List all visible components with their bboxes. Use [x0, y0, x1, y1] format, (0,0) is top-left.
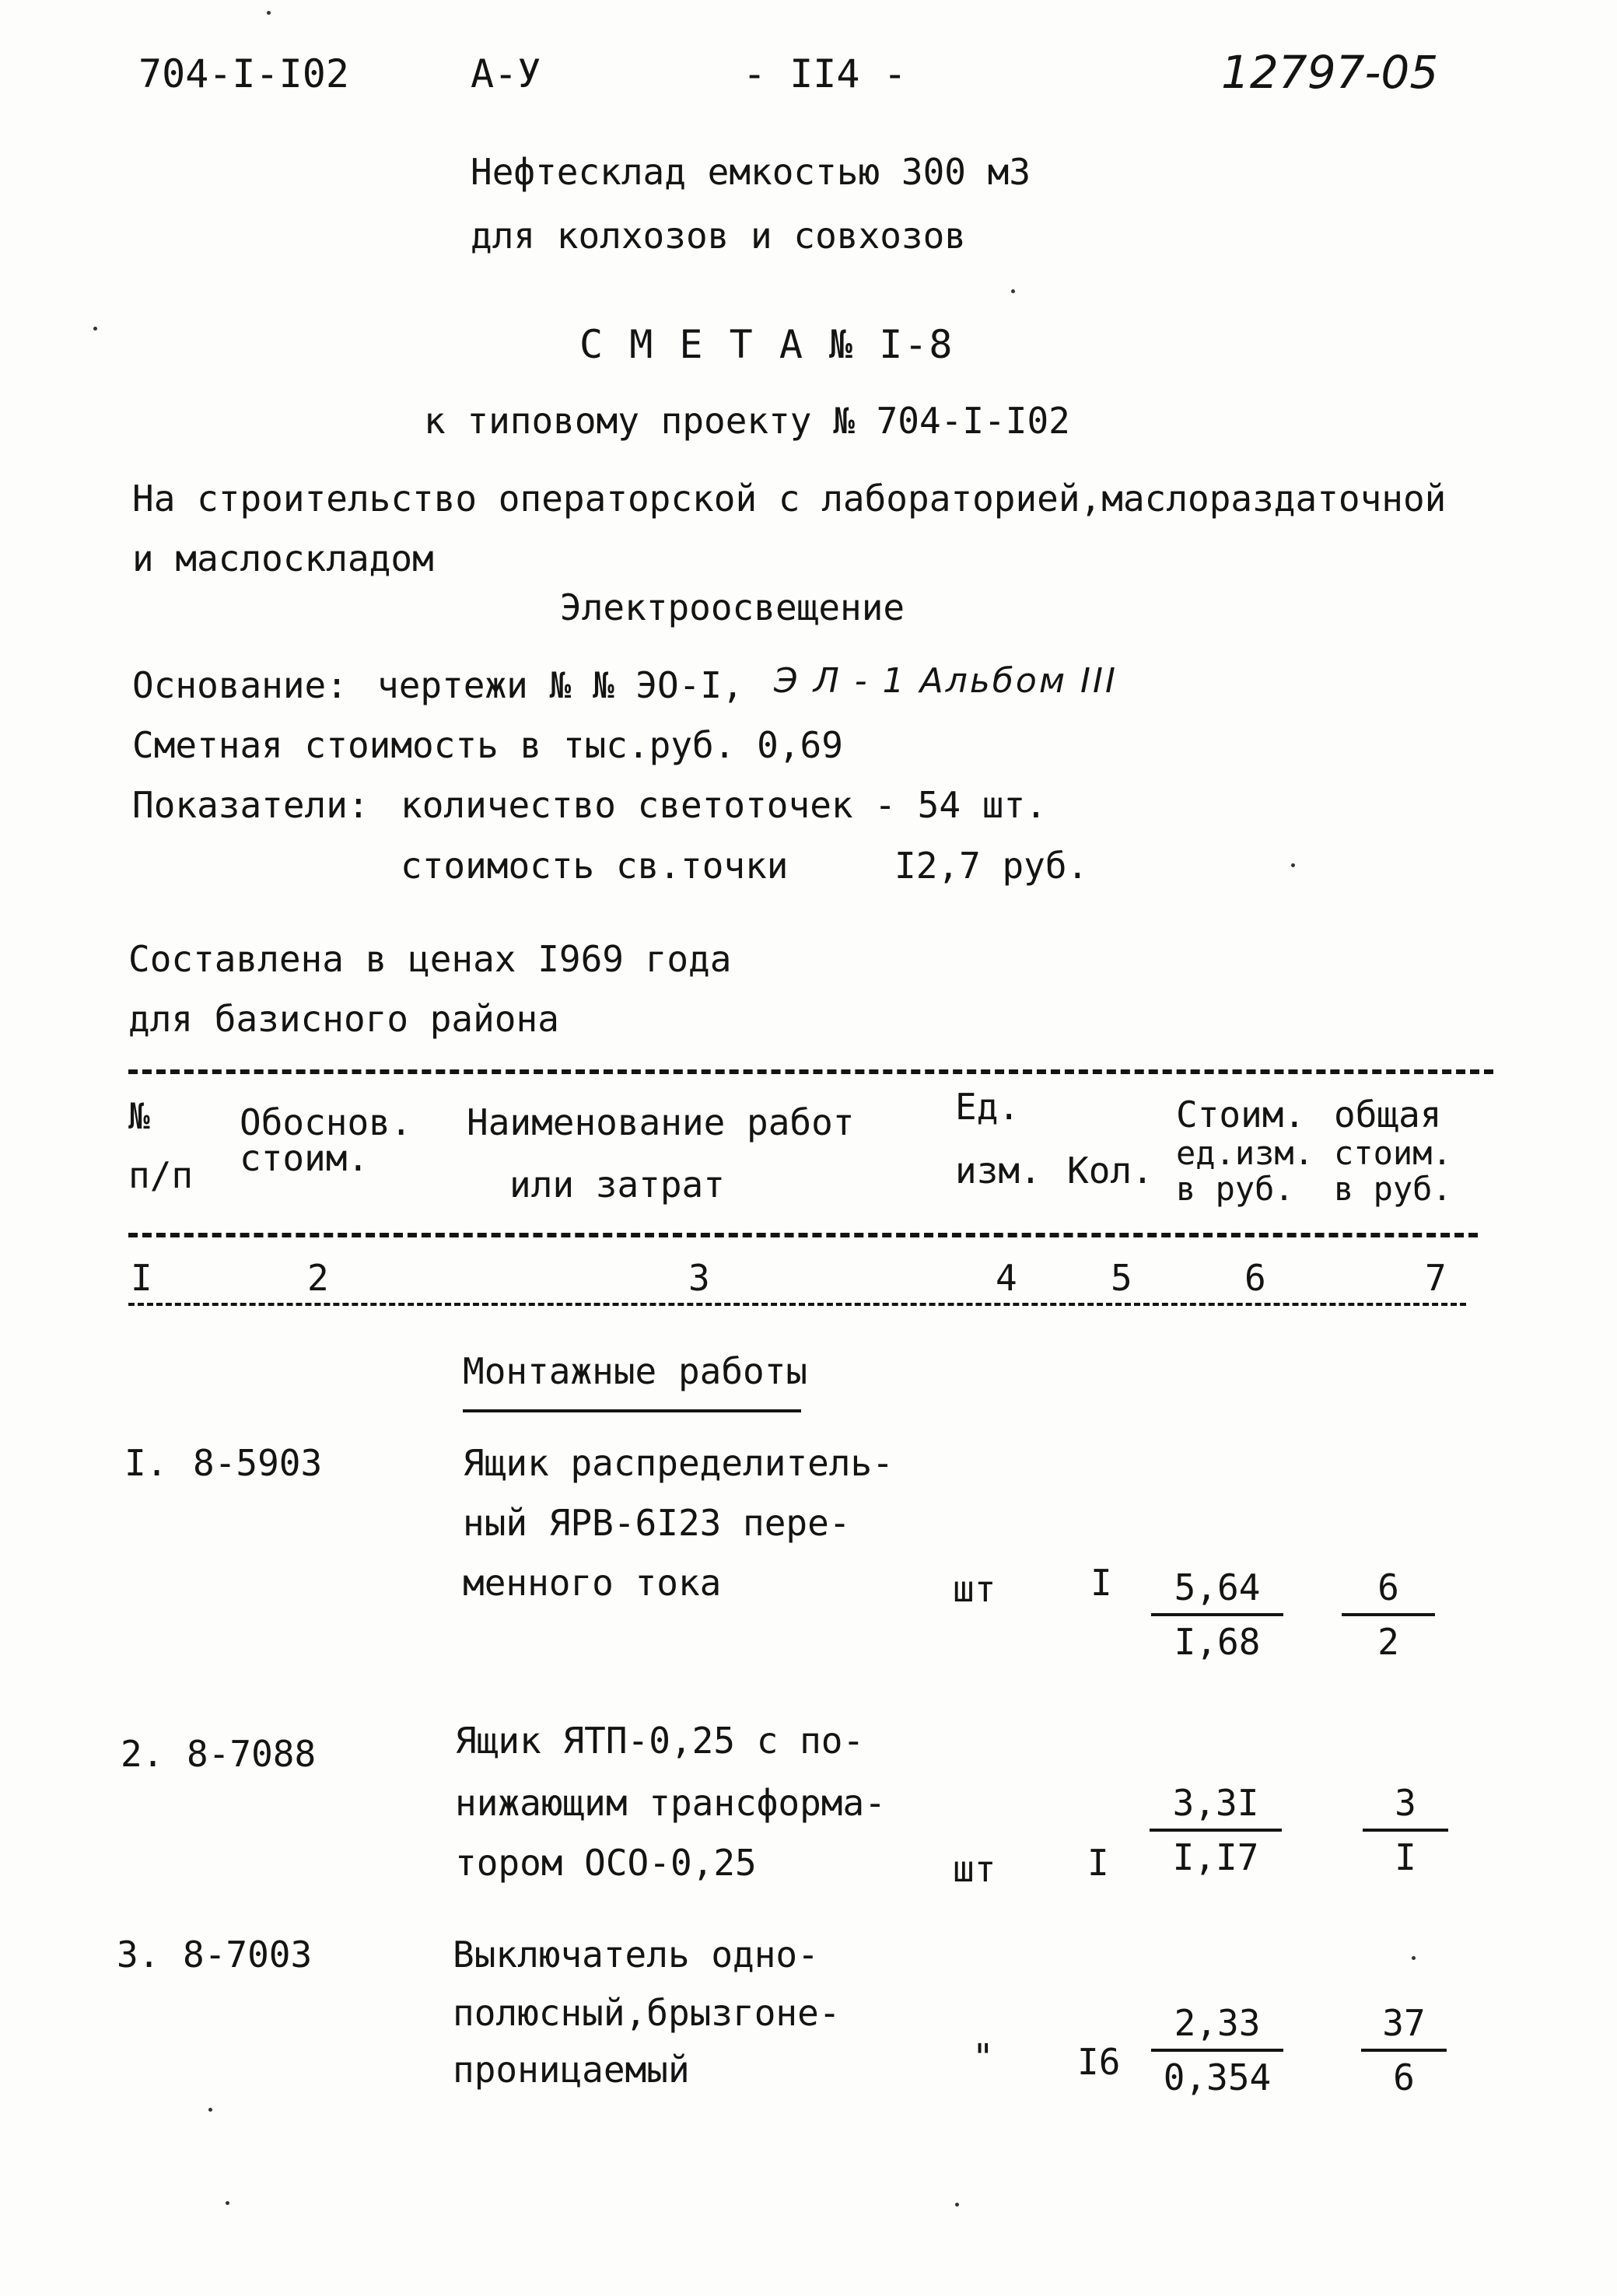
description-line-2: и маслоскладом	[132, 537, 434, 579]
row-basis: 8-7088	[187, 1733, 317, 1775]
scan-speck	[93, 327, 97, 331]
row-name-line: нижающим трансформа-	[455, 1782, 886, 1824]
row-unit-cost-total: 3,3I	[1150, 1785, 1282, 1832]
header-cost-3: в руб.	[1176, 1170, 1294, 1208]
row-total-cost-total: 3	[1363, 1785, 1448, 1832]
row-total-cost-wages: I	[1395, 1836, 1416, 1878]
smeta-title: С М Е Т А № I-8	[579, 322, 954, 367]
basis-label: Основание:	[132, 664, 348, 706]
row-basis: 8-5903	[193, 1442, 323, 1484]
row-name-line: менного тока	[463, 1562, 722, 1604]
header-basis-1: Обоснов.	[240, 1101, 412, 1143]
row-unit-cost	[1151, 1566, 1283, 1663]
document-code: 704-I-I02	[138, 51, 349, 96]
row-total-cost	[1342, 1566, 1435, 1663]
column-number: 7	[1425, 1257, 1447, 1299]
column-number: I	[131, 1257, 152, 1299]
header-name-2: или затрат	[509, 1164, 725, 1206]
section-title: Монтажные работы	[463, 1350, 808, 1392]
table-top-rule	[128, 1069, 1493, 1074]
header-unit-1: Ед.	[955, 1086, 1020, 1128]
estimated-cost: Сметная стоимость в тыс.руб. 0,69	[132, 724, 843, 766]
row-total-cost	[1363, 1782, 1448, 1878]
document-mark: А-У	[471, 51, 541, 96]
row-total-cost	[1361, 2002, 1447, 2098]
column-number: 2	[307, 1257, 329, 1299]
scan-speck	[226, 2201, 229, 2205]
header-num-label: п/п	[128, 1154, 194, 1196]
header-cost-1: Стоим.	[1176, 1094, 1306, 1136]
basis-handwritten-note: Э Л - 1 Альбом III	[774, 661, 1118, 701]
header-qty: Кол.	[1067, 1150, 1153, 1192]
title-line-2: для колхозов и совхозов	[471, 215, 966, 257]
row-unit: шт	[953, 1848, 996, 1890]
header-total-2: стоим.	[1334, 1134, 1452, 1172]
column-numbers-underline	[128, 1303, 1466, 1306]
row-unit-cost-total: 2,33	[1151, 2005, 1283, 2052]
row-unit-cost	[1151, 2002, 1283, 2098]
row-qty: I	[1090, 1562, 1112, 1604]
scan-speck	[1291, 863, 1295, 867]
row-name-line: Ящик ЯТП-0,25 с по-	[455, 1720, 865, 1762]
row-number: 2.	[121, 1733, 164, 1775]
title-line-1: Нефтесклад емкостью 300 м3	[471, 151, 1031, 193]
header-name-1: Наименование работ	[467, 1101, 855, 1143]
scan-speck	[955, 2203, 959, 2207]
column-number: 6	[1244, 1257, 1266, 1299]
indicators-point-cost-label: стоимость св.точки	[401, 845, 789, 887]
indicators-label: Показатели:	[132, 784, 369, 826]
row-unit-cost-wages: I,68	[1174, 1621, 1261, 1663]
header-total-1: общая	[1334, 1094, 1442, 1136]
header-cost-2: ед.изм.	[1176, 1134, 1314, 1172]
row-name-line: ный ЯРВ-6I23 пере-	[463, 1502, 851, 1544]
row-unit-cost-wages: 0,354	[1163, 2056, 1272, 2098]
header-num-symbol: №	[128, 1095, 150, 1137]
section-title-underline	[463, 1409, 801, 1412]
column-number: 4	[996, 1257, 1017, 1299]
row-number: I.	[124, 1442, 168, 1484]
row-total-cost-wages: 6	[1393, 2056, 1415, 2098]
price-base-line-1: Составлена в ценах I969 года	[128, 938, 732, 980]
basis-drawings: чертежи № № ЭО-I,	[377, 664, 744, 706]
row-unit: "	[972, 2036, 994, 2078]
scan-speck	[1011, 289, 1015, 293]
price-base-line-2: для базисного района	[128, 998, 559, 1040]
scan-speck	[267, 11, 271, 15]
row-total-cost-total: 6	[1342, 1570, 1435, 1616]
header-bottom-rule	[128, 1233, 1478, 1237]
scan-speck	[208, 2108, 212, 2112]
archive-number: 12797-05	[1221, 46, 1439, 99]
column-number: 5	[1111, 1257, 1132, 1299]
row-number: 3.	[117, 1934, 160, 1976]
row-total-cost-total: 37	[1361, 2005, 1447, 2052]
header-unit-2: изм.	[955, 1150, 1041, 1192]
row-unit-cost-wages: I,I7	[1172, 1836, 1259, 1878]
row-name-line: Ящик распределитель-	[463, 1442, 894, 1484]
row-qty: I6	[1077, 2041, 1121, 2083]
row-name-line: полюсный,брызгоне-	[453, 1992, 841, 2034]
indicators-points: количество светоточек - 54 шт.	[401, 784, 1047, 826]
row-unit: шт	[953, 1568, 996, 1610]
project-ref: к типовому проекту № 704-I-I02	[424, 400, 1070, 442]
header-total-3: в руб.	[1334, 1170, 1452, 1208]
row-name-line: проницаемый	[453, 2049, 690, 2091]
description-line-1: На строительство операторской с лабораторией,маслораздаточной	[132, 478, 1447, 520]
row-qty: I	[1087, 1842, 1109, 1884]
row-unit-cost-total: 5,64	[1151, 1570, 1283, 1616]
header-basis-2: стоим.	[240, 1137, 369, 1179]
column-number: 3	[688, 1257, 710, 1299]
scan-speck	[1412, 1956, 1416, 1960]
row-basis: 8-7003	[183, 1934, 313, 1976]
row-unit-cost	[1150, 1782, 1282, 1878]
row-total-cost-wages: 2	[1377, 1621, 1399, 1663]
page-number: - II4 -	[743, 51, 907, 96]
indicators-point-cost-value: I2,7 руб.	[894, 845, 1089, 887]
section-name: Электроосвещение	[560, 586, 905, 628]
row-name-line: тором ОСО-0,25	[455, 1842, 757, 1884]
row-name-line: Выключатель одно-	[453, 1934, 819, 1976]
